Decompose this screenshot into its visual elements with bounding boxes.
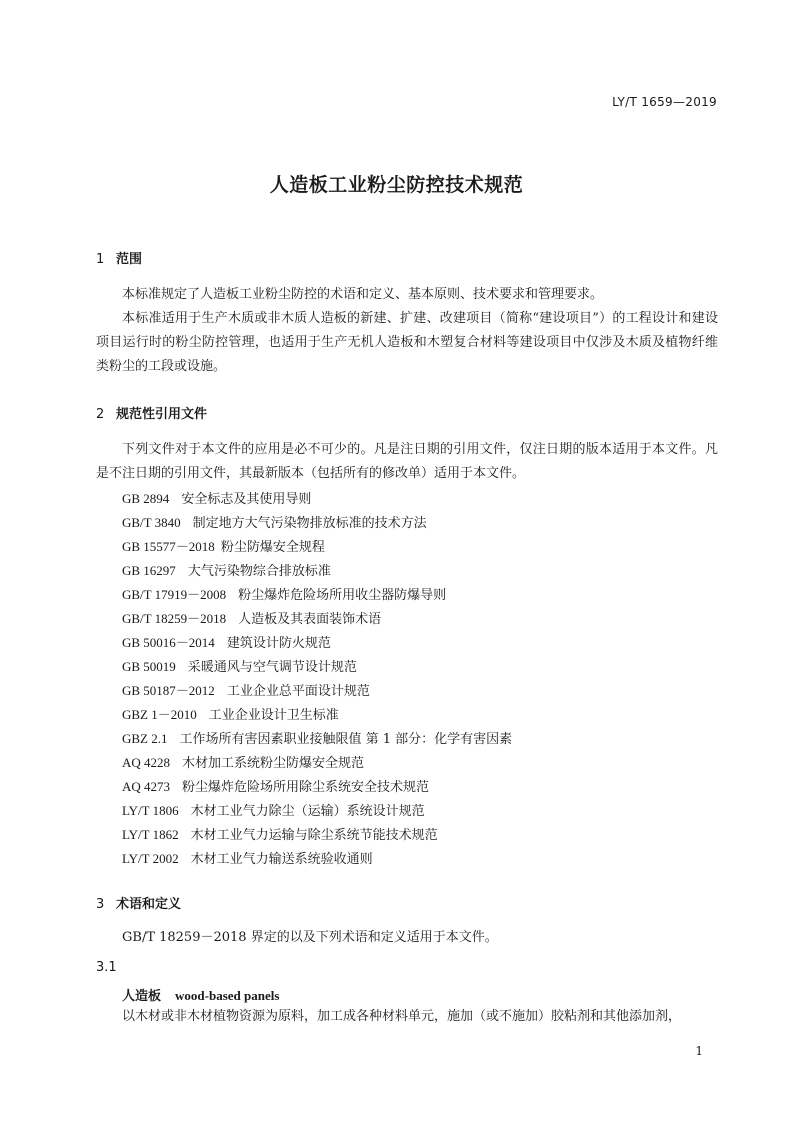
reference-code: GB/T 3840 xyxy=(122,515,181,530)
reference-item xyxy=(122,632,331,651)
reference-item xyxy=(122,608,381,627)
section-3-heading xyxy=(96,893,181,912)
definition-text: 以木材或非木材植物资源为原料，加工成各种材料单元，施加（或不施加）胶粘剂和其他添加剂， xyxy=(122,1009,682,1024)
reference-title: 人造板及其表面装饰术语 xyxy=(238,612,382,627)
reference-code: GB/T 18259－2018 xyxy=(122,611,227,626)
reference-item xyxy=(122,728,512,747)
section-number: 3 xyxy=(96,897,105,912)
reference-code: GB 50187－2012 xyxy=(122,683,215,698)
document-code: LY/T 1659—2019 xyxy=(612,95,717,109)
section-number: 1 xyxy=(96,252,105,267)
paragraph: 本标准规定了人造板工业粉尘防控的术语和定义、基本原则、技术要求和管理要求。 xyxy=(122,287,604,302)
reference-title: 工作场所有害因素职业接触限值 第 1 部分：化学有害因素 xyxy=(179,732,513,747)
reference-item xyxy=(122,584,446,603)
reference-code: LY/T 1806 xyxy=(122,803,179,818)
reference-title: 木材工业气力输送系统验收通则 xyxy=(190,852,373,867)
reference-code: GB 15577－2018 xyxy=(122,539,215,554)
reference-title: 粉尘爆炸危险场所用收尘器防爆导则 xyxy=(238,588,447,603)
reference-title: 采暖通风与空气调节设计规范 xyxy=(187,660,357,675)
reference-item xyxy=(122,680,370,699)
reference-item xyxy=(122,752,364,771)
term-entry xyxy=(122,985,279,1004)
reference-code: GB 50019 xyxy=(122,659,176,674)
section-title: 术语和定义 xyxy=(116,897,182,912)
reference-code: LY/T 2002 xyxy=(122,851,179,866)
document-title: 人造板工业粉尘防控技术规范 xyxy=(269,174,524,196)
reference-title: 安全标志及其使用导则 xyxy=(181,492,312,507)
reference-code: GB 16297 xyxy=(122,563,176,578)
reference-title: 木材工业气力除尘（运输）系统设计规范 xyxy=(190,804,425,819)
reference-title: 工业企业总平面设计规范 xyxy=(226,684,370,699)
term-chinese: 人造板 xyxy=(122,989,162,1004)
reference-title: 木材加工系统粉尘防爆安全规范 xyxy=(182,756,365,771)
reference-item xyxy=(122,536,325,555)
term-english: wood-based panels xyxy=(175,988,280,1003)
reference-item xyxy=(122,512,427,531)
subsection-number: 3.1 xyxy=(96,960,117,975)
section-title: 规范性引用文件 xyxy=(116,407,208,422)
reference-title: 粉尘爆炸危险场所用除尘系统安全技术规范 xyxy=(182,780,430,795)
page-number: 1 xyxy=(695,1044,703,1058)
reference-title: 制定地方大气污染物排放标准的技术方法 xyxy=(192,516,427,531)
reference-item xyxy=(122,560,331,579)
reference-item xyxy=(122,776,429,795)
reference-code: GB 2894 xyxy=(122,491,170,506)
reference-code: GB 50016－2014 xyxy=(122,635,215,650)
reference-code: GBZ 1－2010 xyxy=(122,707,197,722)
section-1-heading xyxy=(96,248,142,267)
reference-title: 建筑设计防火规范 xyxy=(226,636,331,651)
reference-title: 粉尘防爆安全规程 xyxy=(220,540,325,555)
reference-code: LY/T 1862 xyxy=(122,827,179,842)
paragraph: 本标准适用于生产木质或非木质人造板的新建、扩建、改建项目（简称“建设项目”）的工程设计和建设项目运行时的粉尘防控管理，也适用于生产无机人造板和木塑复合材料等建设项目中仅涉及木质及植物纤维类粉尘的工段或设施。 xyxy=(96,311,718,374)
reference-item xyxy=(122,800,425,819)
reference-item xyxy=(122,488,311,507)
reference-item xyxy=(122,824,438,843)
reference-code: GB/T 17919－2008 xyxy=(122,587,227,602)
reference-code: AQ 4228 xyxy=(122,755,171,770)
reference-code: GBZ 2.1 xyxy=(122,731,168,746)
reference-code: AQ 4273 xyxy=(122,779,171,794)
section-title: 范围 xyxy=(116,252,143,267)
section-2-heading xyxy=(96,403,207,422)
reference-title: 大气污染物综合排放标准 xyxy=(187,564,331,579)
reference-title: 工业企业设计卫生标准 xyxy=(208,708,339,723)
reference-title: 木材工业气力运输与除尘系统节能技术规范 xyxy=(190,828,438,843)
reference-item xyxy=(122,848,373,867)
paragraph: 下列文件对于本文件的应用是必不可少的。凡是注日期的引用文件，仅注日期的版本适用于本文件。凡是不注日期的引用文件，其最新版本（包括所有的修改单）适用于本文件。 xyxy=(96,442,718,481)
paragraph: GB/T 18259－2018 界定的以及下列术语和定义适用于本文件。 xyxy=(122,930,498,945)
reference-item xyxy=(122,704,339,723)
reference-item xyxy=(122,656,357,675)
section-number: 2 xyxy=(96,407,105,422)
